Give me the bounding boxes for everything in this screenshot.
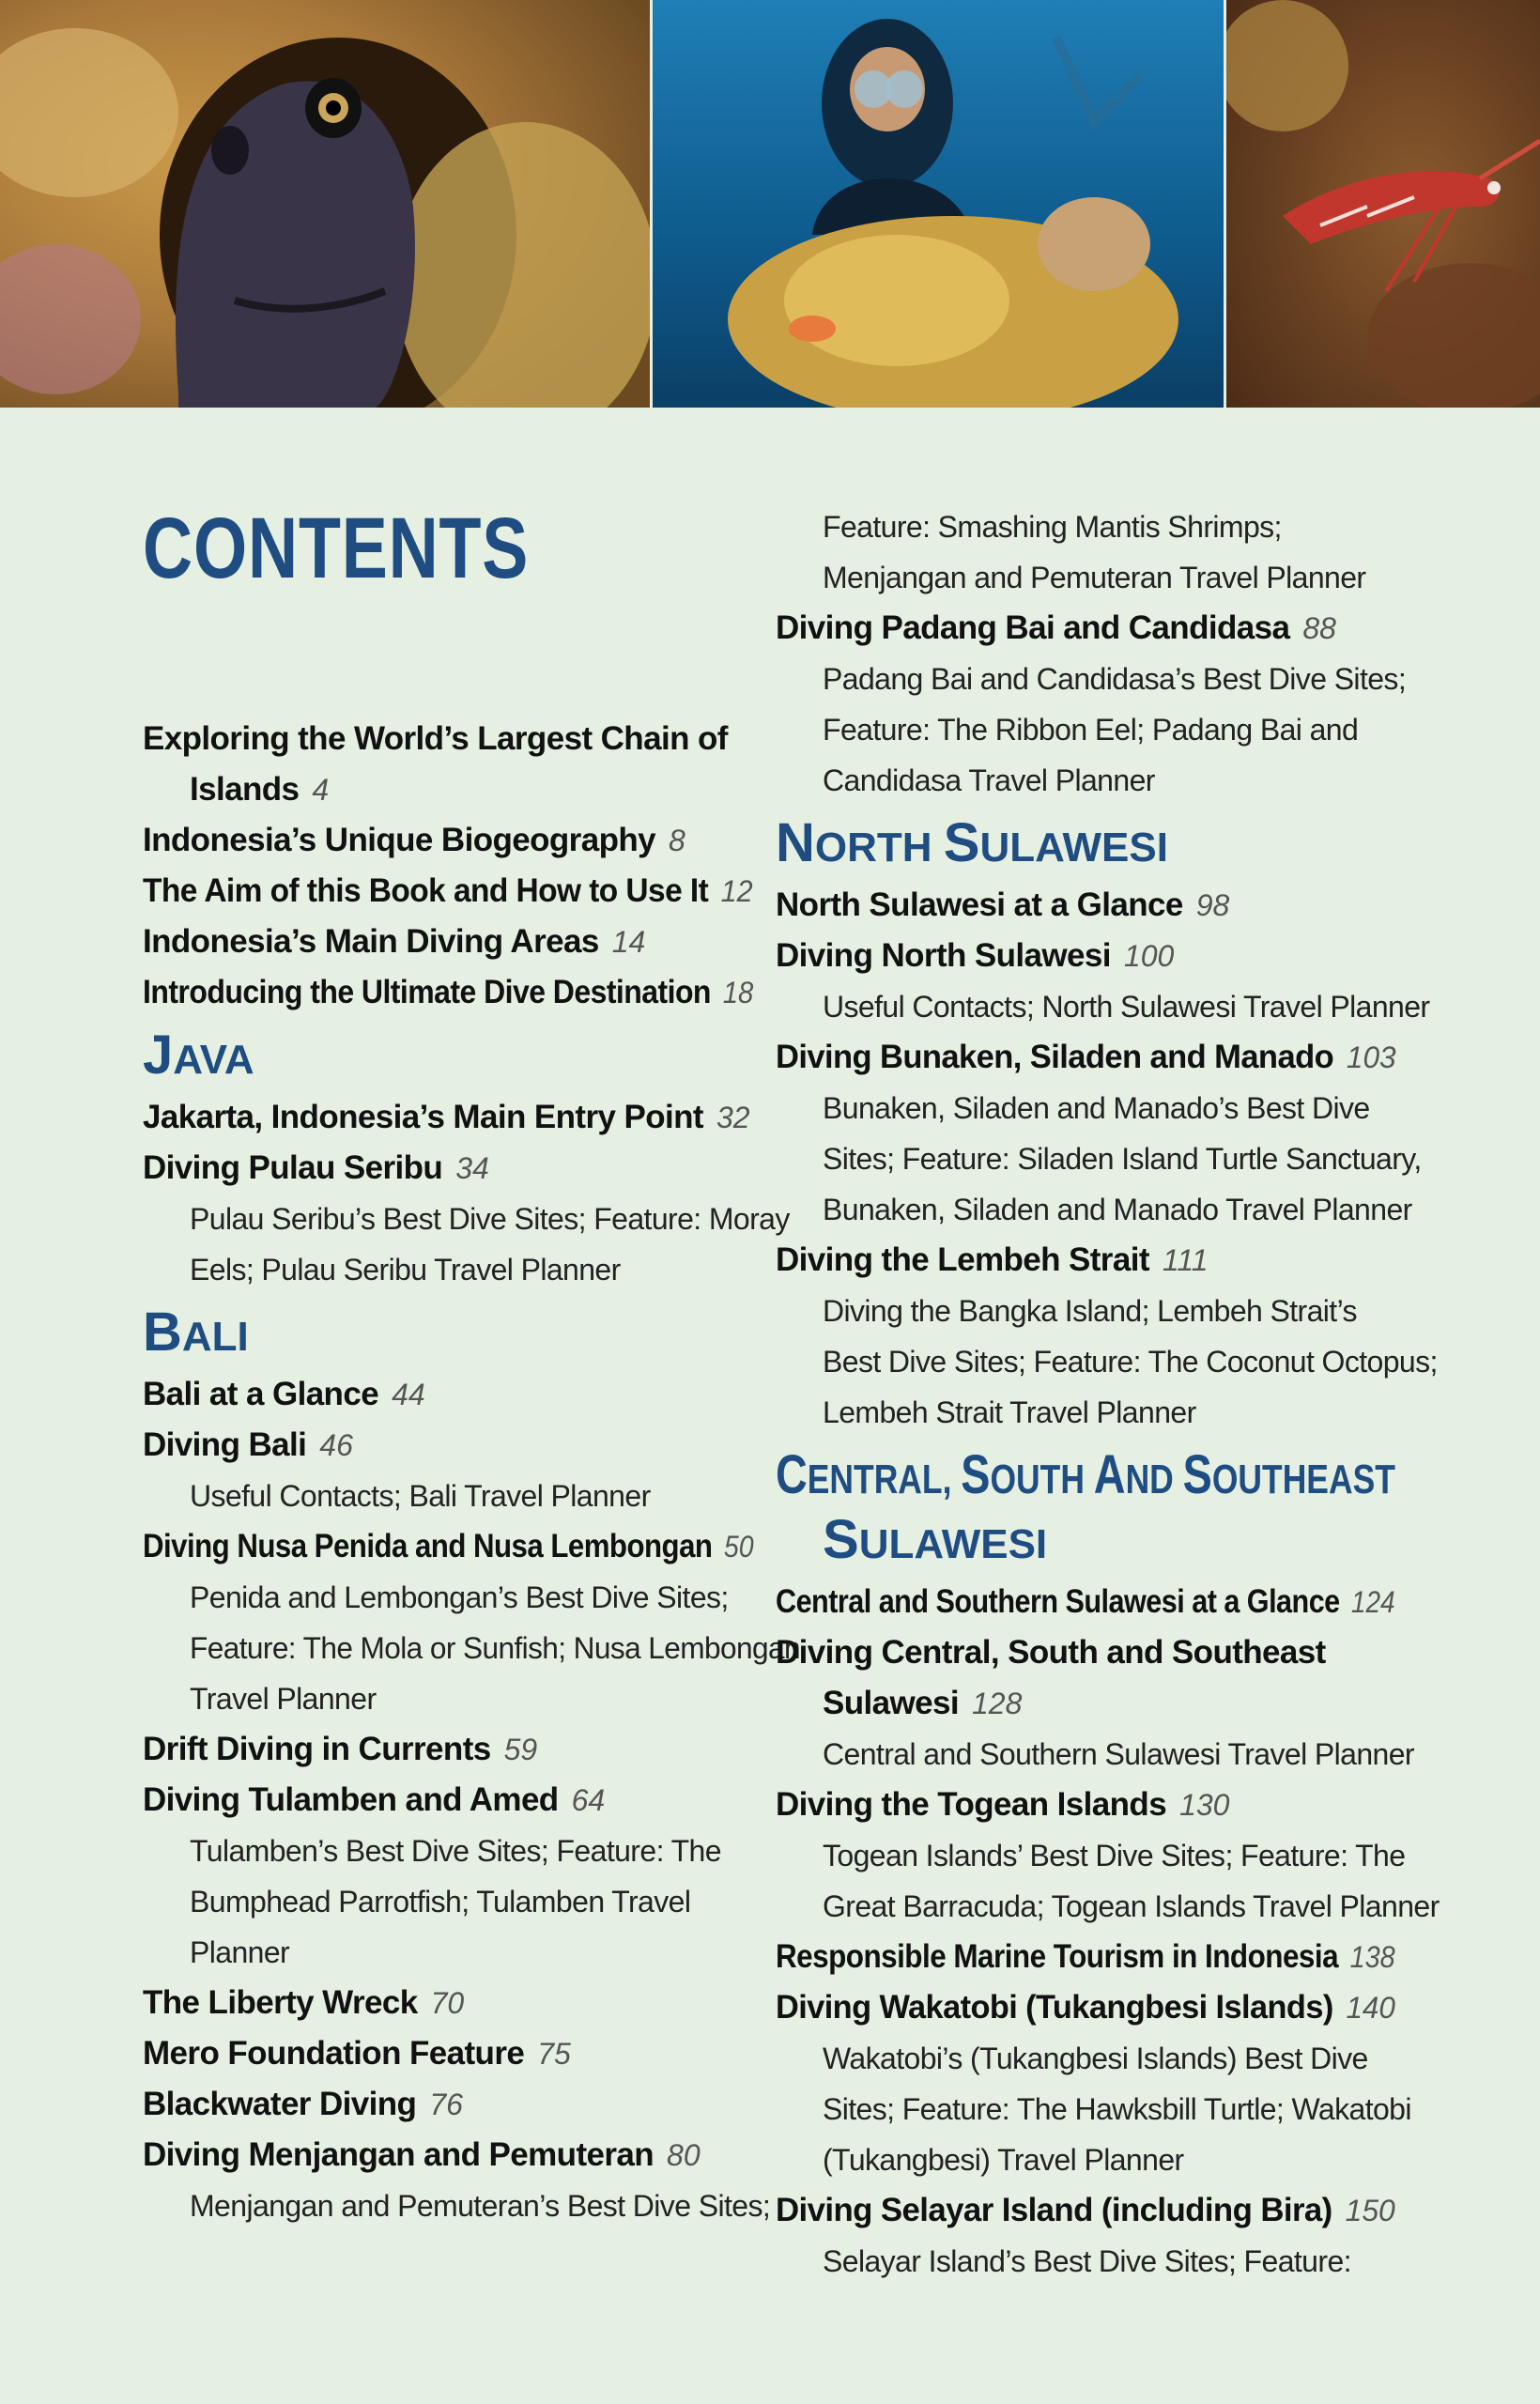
photo-blenny-fish — [0, 0, 650, 408]
toc-entry-title: Diving Bunaken, Siladen and Manado — [776, 1039, 1334, 1075]
toc-entry — [776, 1235, 1395, 1286]
toc-subentry-line: Bunaken, Siladen and Manado’s Best Dive — [823, 1091, 1370, 1125]
toc-subentry-line: Selayar Island’s Best Dive Sites; Feature: — [823, 2244, 1351, 2278]
toc-entry-title: Diving Bali — [143, 1426, 307, 1463]
section-heading-line: CENTRAL, SOUTH AND SOUTHEAST — [776, 1444, 1395, 1505]
page-number: 140 — [1346, 1991, 1395, 2025]
page-number: 14 — [611, 925, 646, 959]
toc-entry — [143, 2130, 753, 2181]
page-number: 103 — [1346, 1040, 1396, 1074]
toc-column-left — [143, 714, 800, 2231]
toc-subentry-line: Feature: The Ribbon Eel; Padang Bai and — [823, 713, 1359, 747]
toc-subentry-line: Menjangan and Pemuteran’s Best Dive Sites; — [190, 2189, 771, 2223]
toc-entry-title: Diving Pulau Seribu — [143, 1149, 443, 1186]
toc-entry-title: Sulawesi — [823, 1685, 959, 1721]
toc-entry-title: Diving Selayar Island (including Bira) — [776, 2192, 1332, 2228]
page-number: 64 — [571, 1783, 606, 1817]
toc-subentry-line: Tulamben’s Best Dive Sites; Feature: The — [190, 1834, 721, 1868]
toc-subentry — [776, 1286, 1438, 1438]
toc-subentry — [776, 501, 1395, 603]
toc-entry — [143, 1521, 753, 1572]
toc-entry — [776, 2185, 1395, 2236]
page-number: 32 — [716, 1101, 750, 1134]
toc-entry — [776, 1627, 1395, 1729]
toc-entry-title: Diving the Lembeh Strait — [776, 1241, 1149, 1278]
toc-entry — [143, 967, 753, 1018]
toc-entry — [776, 931, 1395, 981]
toc-subentry-line: Menjangan and Pemuteran Travel Planner — [823, 561, 1366, 594]
toc-entry-title: Diving Nusa Penida and Nusa Lembongan — [143, 1528, 713, 1564]
section-heading — [776, 813, 1395, 878]
toc-subentry-line: Bumphead Parrotfish; Tulamben Travel — [190, 1885, 691, 1919]
section-heading-line: BALI — [143, 1302, 249, 1363]
toc-subentry — [143, 1194, 790, 1295]
toc-subentry-line: Sites; Feature: The Hawksbill Turtle; Wakatobi — [823, 2092, 1411, 2126]
toc-entry-title: Diving Padang Bai and Candidasa — [776, 609, 1290, 646]
toc-entry — [143, 1978, 753, 2028]
photo-scuba-diver-anemone — [653, 0, 1224, 408]
section-heading-line: NORTH SULAWESI — [776, 812, 1168, 873]
toc-entry — [776, 603, 1395, 654]
toc-subentry — [143, 2181, 771, 2231]
toc-subentry-line: Wakatobi’s (Tukangbesi Islands) Best Dive — [823, 2042, 1368, 2075]
toc-entry — [143, 2079, 753, 2130]
toc-entry-title: Exploring the World’s Largest Chain of — [143, 720, 728, 757]
page-number: 59 — [503, 1733, 538, 1766]
toc-entry-title: Responsible Marine Tourism in Indonesia — [776, 1938, 1339, 1975]
page-number: 100 — [1123, 939, 1175, 973]
toc-entry-title: Indonesia’s Unique Biogeography — [143, 822, 655, 858]
toc-subentry — [776, 2236, 1395, 2287]
section-heading-line: SULAWESI — [823, 1509, 1048, 1570]
toc-subentry-line: Penida and Lembongan’s Best Dive Sites; — [190, 1580, 729, 1614]
toc-entry-title: Bali at a Glance — [143, 1376, 379, 1412]
toc-entry-title: Introducing the Ultimate Dive Destination — [143, 974, 711, 1010]
toc-entry-title: Blackwater Diving — [143, 2086, 417, 2122]
toc-subentry-line: Bunaken, Siladen and Manado Travel Planner — [823, 1193, 1412, 1226]
page-number: 8 — [669, 824, 685, 857]
page-number: 46 — [319, 1428, 353, 1462]
toc-subentry — [776, 1729, 1414, 1780]
page-number: 76 — [429, 2088, 463, 2121]
page-number: 138 — [1349, 1940, 1395, 1974]
page-number: 150 — [1345, 2194, 1395, 2227]
toc-subentry — [776, 981, 1430, 1032]
toc-entry-title: North Sulawesi at a Glance — [776, 886, 1183, 923]
toc-entry — [776, 1780, 1395, 1830]
toc-entry — [776, 1577, 1395, 1627]
toc-entry — [143, 1420, 753, 1471]
section-heading — [776, 1445, 1395, 1575]
page-number: 44 — [392, 1378, 425, 1411]
toc-subentry-line: Great Barracuda; Togean Islands Travel Planner — [823, 1889, 1440, 1923]
page-number: 128 — [972, 1687, 1023, 1720]
toc-subentry-line: Feature: Smashing Mantis Shrimps; — [823, 510, 1282, 544]
toc-entry — [143, 1775, 753, 1826]
section-heading-line: JAVA — [143, 1025, 254, 1086]
toc-subentry-line: Padang Bai and Candidasa’s Best Dive Sites; — [823, 662, 1407, 696]
toc-entry — [143, 714, 753, 815]
toc-entry — [143, 917, 753, 967]
page-number: 34 — [455, 1151, 489, 1185]
toc-entry-title: Central and Southern Sulawesi at a Glance — [776, 1583, 1340, 1620]
toc-subentry-line: Central and Southern Sulawesi Travel Planner — [823, 1737, 1414, 1771]
toc-entry-title: Islands — [190, 771, 300, 808]
toc-subentry-line: Lembeh Strait Travel Planner — [823, 1395, 1196, 1429]
toc-entry-title: Diving North Sulawesi — [776, 937, 1111, 974]
toc-entry-title: Drift Diving in Currents — [143, 1731, 491, 1767]
page-number: 70 — [430, 1986, 465, 2020]
toc-entry — [143, 1369, 753, 1420]
toc-entry-title: Mero Foundation Feature — [143, 2035, 525, 2072]
page-number: 80 — [667, 2138, 701, 2172]
page-number: 75 — [537, 2037, 571, 2071]
toc-entry — [143, 1724, 753, 1775]
page-number: 12 — [720, 874, 753, 908]
toc-entry — [776, 880, 1395, 931]
toc-subentry — [776, 2033, 1411, 2185]
toc-subentry-line: Candidasa Travel Planner — [823, 763, 1155, 797]
toc-entry — [143, 1143, 753, 1194]
toc-entry-title: Diving Menjangan and Pemuteran — [143, 2136, 654, 2173]
toc-subentry-line: Sites; Feature: Siladen Island Turtle Sanctuary, — [823, 1142, 1422, 1176]
toc-subentry — [776, 1830, 1440, 1932]
page-number: 124 — [1350, 1585, 1395, 1619]
toc-subentry-line: Togean Islands’ Best Dive Sites; Feature: The — [823, 1839, 1406, 1872]
toc-entry-title: The Aim of this Book and How to Use It — [143, 872, 709, 909]
page-number: 4 — [312, 773, 330, 807]
toc-entry-title: Indonesia’s Main Diving Areas — [143, 923, 599, 960]
toc-subentry — [776, 1083, 1422, 1235]
page-number: 130 — [1179, 1788, 1230, 1822]
toc-subentry-line: Pulau Seribu’s Best Dive Sites; Feature: Moray — [190, 1202, 790, 1236]
toc-subentry-line: Planner — [190, 1935, 290, 1969]
toc-subentry-line: Travel Planner — [190, 1682, 377, 1716]
toc-subentry-line: Eels; Pulau Seribu Travel Planner — [190, 1253, 621, 1287]
page-title: CONTENTS — [143, 501, 530, 596]
toc-subentry — [143, 1471, 753, 1521]
toc-subentry — [776, 654, 1407, 806]
toc-subentry-line: (Tukangbesi) Travel Planner — [823, 2143, 1184, 2177]
toc-subentry-line: Useful Contacts; Bali Travel Planner — [190, 1479, 651, 1513]
toc-subentry — [143, 1826, 753, 1978]
toc-entry-title: The Liberty Wreck — [143, 1984, 418, 2021]
toc-entry — [776, 1932, 1395, 1982]
section-heading — [143, 1302, 753, 1367]
toc-subentry — [143, 1572, 800, 1724]
toc-entry — [776, 1982, 1395, 2033]
toc-entry-title: Diving Wakatobi (Tukangbesi Islands) — [776, 1989, 1333, 2026]
page-number: 88 — [1302, 611, 1336, 645]
header-photo-strip — [0, 0, 1540, 408]
toc-entry — [143, 1092, 753, 1143]
photo-dancing-shrimp — [1226, 0, 1540, 408]
toc-subentry-line: Best Dive Sites; Feature: The Coconut Octopus; — [823, 1345, 1438, 1379]
toc-entry-title: Diving the Togean Islands — [776, 1786, 1167, 1823]
toc-entry — [143, 2028, 753, 2079]
section-heading — [143, 1025, 753, 1090]
toc-entry-title: Diving Central, South and Southeast — [776, 1634, 1326, 1671]
toc-subentry-line: Useful Contacts; North Sulawesi Travel Planner — [823, 990, 1430, 1024]
toc-column-right — [776, 501, 1440, 2287]
page-number: 98 — [1195, 888, 1230, 922]
toc-entry-title: Diving Tulamben and Amed — [143, 1781, 559, 1818]
page-number: 111 — [1162, 1243, 1209, 1277]
toc-subentry-line: Diving the Bangka Island; Lembeh Strait’s — [823, 1294, 1357, 1328]
toc-entry — [143, 866, 753, 917]
toc-entry — [776, 1032, 1395, 1083]
toc-subentry-line: Feature: The Mola or Sunfish; Nusa Lembongan — [190, 1631, 800, 1665]
page-number: 50 — [723, 1530, 754, 1564]
toc-entry-title: Jakarta, Indonesia’s Main Entry Point — [143, 1099, 703, 1135]
page-number: 18 — [722, 976, 754, 1009]
toc-entry — [143, 815, 753, 866]
